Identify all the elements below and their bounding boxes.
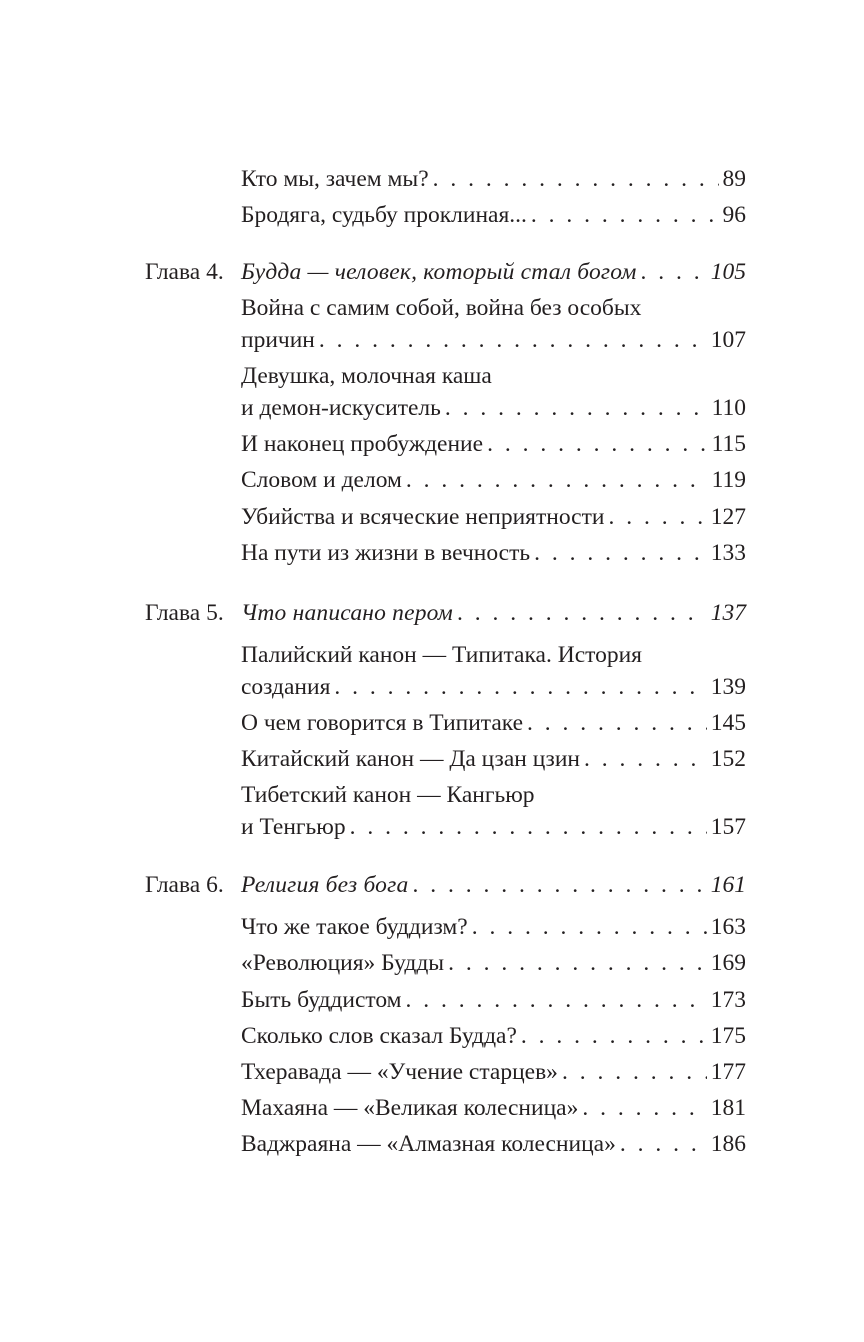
entry-title: Бродяга, судьбу проклиная...: [241, 202, 527, 228]
toc-entry: [0, 467, 864, 503]
toc-entry: [0, 1095, 864, 1131]
toc-entry: [0, 914, 864, 950]
entry-title-continued: причин: [241, 327, 315, 353]
toc-entry-line1: [0, 782, 864, 818]
dot-leader: [534, 540, 707, 567]
entry-title: Ваджраяна — «Алмазная колесница»: [241, 1131, 616, 1157]
page-number: 169: [710, 950, 746, 976]
toc-entry: [0, 1023, 864, 1059]
dot-leader: [531, 202, 719, 229]
page-number: 137: [710, 600, 746, 626]
chapter-label: Глава 4.: [145, 259, 224, 285]
dot-leader: [608, 504, 706, 531]
dot-leader: [406, 467, 708, 494]
dot-leader: [584, 746, 707, 773]
chapter-title: Религия без бога: [241, 872, 409, 898]
toc-entry: [0, 710, 864, 746]
toc-entry: [0, 674, 864, 710]
entry-title: О чем говорится в Типитаке: [241, 710, 524, 736]
page-number: 105: [710, 259, 746, 285]
entry-title: Сколько слов сказал Будда?: [241, 1023, 517, 1049]
entry-title: И наконец пробуждение: [241, 431, 484, 457]
entry-title: Тибетский канон — Кангьюр: [241, 782, 535, 808]
chapter-heading: [0, 259, 864, 295]
page-number: 89: [722, 166, 746, 192]
toc-entry-line1: [0, 642, 864, 678]
dot-leader: [472, 914, 707, 941]
chapter-title: Будда — человек, который стал богом: [241, 259, 637, 285]
entry-title: Словом и делом: [241, 467, 402, 493]
dot-leader: [433, 166, 719, 193]
page-number: 139: [710, 674, 746, 700]
toc-entry: [0, 431, 864, 467]
entry-title-continued: создания: [241, 674, 331, 700]
page-number: 119: [711, 467, 746, 493]
page-number: 133: [710, 540, 746, 566]
toc-entry: [0, 1059, 864, 1095]
entry-title-continued: и демон-искуситель: [241, 395, 441, 421]
toc-entry: [0, 950, 864, 986]
chapter-label: Глава 5.: [145, 600, 224, 626]
entry-title: На пути из жизни в вечность: [241, 540, 531, 566]
page-number: 161: [710, 872, 746, 898]
page-number: 163: [710, 914, 746, 940]
dot-leader: [620, 1131, 707, 1158]
dot-leader: [412, 872, 706, 899]
entry-title: Кто мы, зачем мы?: [241, 166, 429, 192]
entry-title: Быть буддистом: [241, 987, 402, 1013]
entry-title: «Революция» Будды: [241, 950, 445, 976]
page-number: 181: [710, 1095, 746, 1121]
dot-leader: [319, 327, 707, 354]
page-number: 152: [710, 746, 746, 772]
page-number: 177: [710, 1059, 746, 1085]
dot-leader: [445, 395, 708, 422]
page-number: 145: [710, 710, 746, 736]
toc-entry: [0, 504, 864, 540]
entry-title: Девушка, молочная каша: [241, 363, 492, 389]
dot-leader: [448, 950, 707, 977]
toc-entry: [0, 746, 864, 782]
chapter-heading: [0, 600, 864, 636]
dot-leader: [641, 259, 707, 286]
entry-title: Тхеравада — «Учение старцев»: [241, 1059, 558, 1085]
dot-leader: [527, 710, 707, 737]
page-number: 96: [722, 202, 746, 228]
chapter-title: Что написано пером: [241, 600, 453, 626]
entry-title: Что же такое буддизм?: [241, 914, 468, 940]
toc-entry: [0, 166, 864, 202]
toc-entry: [0, 814, 864, 850]
toc-entry: [0, 540, 864, 576]
chapter-label: Глава 6.: [145, 872, 224, 898]
toc-entry-line1: [0, 363, 864, 399]
toc-entry: [0, 395, 864, 431]
entry-title: Убийства и всяческие неприятности: [241, 504, 605, 530]
dot-leader: [406, 987, 707, 1014]
page-number: 107: [710, 327, 746, 353]
toc-entry-line1: [0, 295, 864, 331]
toc-entry: [0, 987, 864, 1023]
page-number: 173: [710, 987, 746, 1013]
toc-entry: [0, 327, 864, 363]
page-number: 110: [711, 395, 746, 421]
entry-title: Палийский канон — Типитака. История: [241, 642, 642, 668]
dot-leader: [562, 1059, 707, 1086]
entry-title: Махаяна — «Великая колесница»: [241, 1095, 579, 1121]
page-number: 115: [711, 431, 746, 457]
chapter-heading: [0, 872, 864, 908]
toc-entry: [0, 1131, 864, 1167]
toc-entry: [0, 202, 864, 238]
dot-leader: [350, 814, 707, 841]
page-number: 127: [710, 504, 746, 530]
page-number: 186: [710, 1131, 746, 1157]
dot-leader: [457, 600, 707, 627]
entry-title-continued: и Тенгьюр: [241, 814, 346, 840]
entry-title: Китайский канон — Да цзан цзин: [241, 746, 580, 772]
page-number: 175: [710, 1023, 746, 1049]
entry-title: Война с самим собой, война без особых: [241, 295, 642, 321]
dot-leader: [334, 674, 706, 701]
dot-leader: [582, 1095, 706, 1122]
dot-leader: [521, 1023, 707, 1050]
page-number: 157: [710, 814, 746, 840]
dot-leader: [487, 431, 708, 458]
